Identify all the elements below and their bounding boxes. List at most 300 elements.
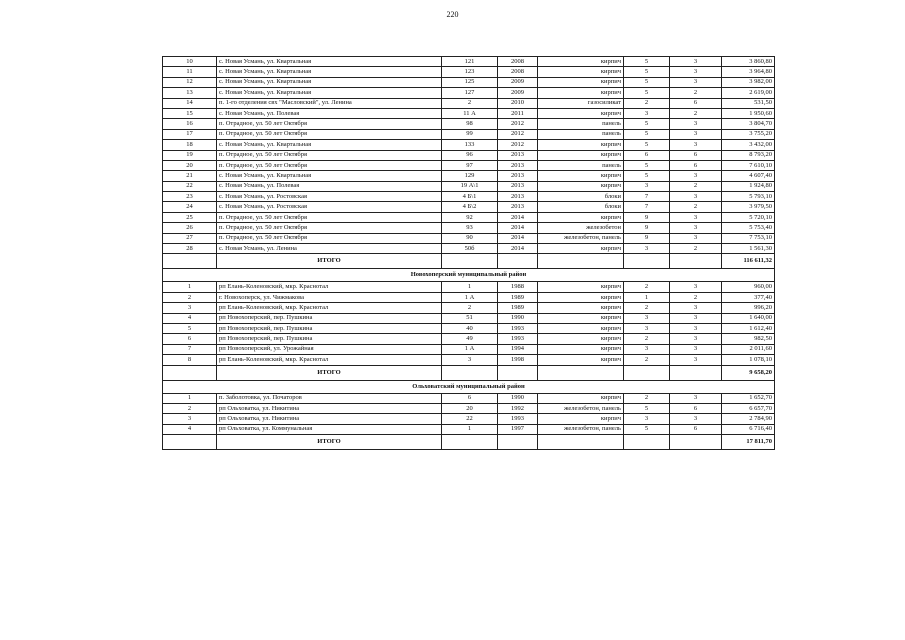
year-cell: 2009	[498, 88, 538, 98]
house-number-cell: 92	[442, 212, 498, 222]
floors-cell: 3	[624, 414, 670, 424]
empty-cell	[163, 365, 217, 380]
material-cell: кирпич	[538, 244, 624, 254]
year-cell: 2008	[498, 67, 538, 77]
row-number: 18	[163, 140, 217, 150]
year-cell: 2012	[498, 119, 538, 129]
row-number: 10	[163, 57, 217, 67]
row-number: 1	[163, 282, 217, 292]
area-cell: 996,20	[722, 303, 775, 313]
floors-cell: 7	[624, 192, 670, 202]
floors-cell: 7	[624, 202, 670, 212]
table-row	[163, 150, 775, 160]
row-number: 1	[163, 393, 217, 403]
section-heading: Ольховатский муниципальный район	[163, 380, 775, 393]
table-row	[163, 57, 775, 67]
table-row	[163, 303, 775, 313]
house-number-cell: 20	[442, 403, 498, 413]
floors-cell: 2	[624, 355, 670, 365]
area-cell: 1 950,60	[722, 108, 775, 118]
year-cell: 1988	[498, 282, 538, 292]
total-label: ИТОГО	[217, 365, 442, 380]
entrances-cell: 2	[670, 292, 722, 302]
house-number-cell: 1 А	[442, 292, 498, 302]
house-number-cell: 2	[442, 303, 498, 313]
area-cell: 3 860,80	[722, 57, 775, 67]
entrances-cell: 3	[670, 129, 722, 139]
address-cell: с. Новая Усмань, ул. Ростовская	[217, 192, 442, 202]
house-number-cell: 51	[442, 313, 498, 323]
table-row	[163, 282, 775, 292]
material-cell: блоки	[538, 192, 624, 202]
table-row	[163, 313, 775, 323]
area-cell: 3 979,50	[722, 202, 775, 212]
address-cell: рп Ольховатка, ул. Никитина	[217, 414, 442, 424]
entrances-cell: 3	[670, 344, 722, 354]
year-cell: 2012	[498, 140, 538, 150]
area-cell: 5 793,10	[722, 192, 775, 202]
empty-cell	[538, 254, 624, 269]
area-cell: 1 640,00	[722, 313, 775, 323]
table-row	[163, 323, 775, 333]
housing-table	[162, 56, 775, 450]
row-number: 23	[163, 192, 217, 202]
address-cell: рп Елань-Коленовский, мкр. Краснотал	[217, 282, 442, 292]
row-number: 5	[163, 323, 217, 333]
material-cell: кирпич	[538, 393, 624, 403]
floors-cell: 6	[624, 150, 670, 160]
row-number: 15	[163, 108, 217, 118]
address-cell: рп Ольховатка, ул. Коммунальная	[217, 424, 442, 434]
house-number-cell: 4 Б\1	[442, 192, 498, 202]
total-value: 9 658,20	[722, 365, 775, 380]
material-cell: кирпич	[538, 67, 624, 77]
empty-cell	[670, 254, 722, 269]
area-cell: 1 652,70	[722, 393, 775, 403]
row-number: 2	[163, 292, 217, 302]
row-number: 8	[163, 355, 217, 365]
material-cell: кирпич	[538, 212, 624, 222]
table-row	[163, 119, 775, 129]
material-cell: кирпич	[538, 355, 624, 365]
empty-cell	[498, 435, 538, 450]
area-cell: 960,00	[722, 282, 775, 292]
floors-cell: 1	[624, 292, 670, 302]
material-cell: панель	[538, 160, 624, 170]
year-cell: 2014	[498, 233, 538, 243]
entrances-cell: 3	[670, 282, 722, 292]
entrances-cell: 2	[670, 88, 722, 98]
row-number: 22	[163, 181, 217, 191]
row-number: 27	[163, 233, 217, 243]
house-number-cell: 125	[442, 77, 498, 87]
total-row	[163, 435, 775, 450]
area-cell: 3 432,00	[722, 140, 775, 150]
material-cell: кирпич	[538, 313, 624, 323]
year-cell: 1997	[498, 424, 538, 434]
address-cell: с. Новая Усмань, ул. Квартальная	[217, 57, 442, 67]
empty-cell	[442, 435, 498, 450]
floors-cell: 5	[624, 57, 670, 67]
entrances-cell: 6	[670, 160, 722, 170]
material-cell: железобетон, панель	[538, 233, 624, 243]
address-cell: п. Отрадное, ул. 50 лет Октября	[217, 212, 442, 222]
address-cell: рп Новохоперский, пер. Пушкина	[217, 334, 442, 344]
material-cell: кирпич	[538, 150, 624, 160]
floors-cell: 2	[624, 282, 670, 292]
empty-cell	[624, 254, 670, 269]
table-row	[163, 88, 775, 98]
empty-cell	[538, 365, 624, 380]
material-cell: кирпич	[538, 292, 624, 302]
row-number: 7	[163, 344, 217, 354]
area-cell: 7 610,10	[722, 160, 775, 170]
floors-cell: 3	[624, 344, 670, 354]
floors-cell: 5	[624, 424, 670, 434]
empty-cell	[670, 365, 722, 380]
address-cell: рп Новохоперский, пер. Пушкина	[217, 313, 442, 323]
area-cell: 377,40	[722, 292, 775, 302]
floors-cell: 3	[624, 244, 670, 254]
empty-cell	[670, 435, 722, 450]
address-cell: п. 1-го отделения свх "Масловский", ул. Ленина	[217, 98, 442, 108]
house-number-cell: 40	[442, 323, 498, 333]
year-cell: 2014	[498, 223, 538, 233]
year-cell: 2010	[498, 98, 538, 108]
table-row	[163, 244, 775, 254]
address-cell: рп Елань-Коленовский, мкр. Краснотал	[217, 355, 442, 365]
material-cell: газосиликат	[538, 98, 624, 108]
house-number-cell: 93	[442, 223, 498, 233]
entrances-cell: 3	[670, 393, 722, 403]
table-row	[163, 233, 775, 243]
row-number: 4	[163, 424, 217, 434]
year-cell: 2014	[498, 212, 538, 222]
row-number: 21	[163, 171, 217, 181]
total-value: 116 611,32	[722, 254, 775, 269]
empty-cell	[498, 254, 538, 269]
total-row	[163, 254, 775, 269]
floors-cell: 5	[624, 129, 670, 139]
house-number-cell: 98	[442, 119, 498, 129]
row-number: 26	[163, 223, 217, 233]
table-row	[163, 424, 775, 434]
address-cell: с. Новая Усмань, ул. Квартальная	[217, 77, 442, 87]
material-cell: кирпич	[538, 334, 624, 344]
floors-cell: 5	[624, 171, 670, 181]
table-row	[163, 334, 775, 344]
material-cell: кирпич	[538, 77, 624, 87]
year-cell: 2012	[498, 129, 538, 139]
entrances-cell: 3	[670, 67, 722, 77]
entrances-cell: 3	[670, 355, 722, 365]
entrances-cell: 3	[670, 313, 722, 323]
row-number: 16	[163, 119, 217, 129]
house-number-cell: 121	[442, 57, 498, 67]
area-cell: 5 720,10	[722, 212, 775, 222]
area-cell: 1 561,30	[722, 244, 775, 254]
house-number-cell: 3	[442, 355, 498, 365]
table-row	[163, 212, 775, 222]
house-number-cell: 99	[442, 129, 498, 139]
empty-cell	[442, 254, 498, 269]
area-cell: 5 753,40	[722, 223, 775, 233]
row-number: 14	[163, 98, 217, 108]
house-number-cell: 129	[442, 171, 498, 181]
address-cell: с. Новая Усмань, ул. Полевая	[217, 181, 442, 191]
row-number: 19	[163, 150, 217, 160]
address-cell: рп Новохоперский, ул. Урожайная	[217, 344, 442, 354]
area-cell: 6 716,40	[722, 424, 775, 434]
address-cell: п. Отрадное, ул. 50 лет Октября	[217, 233, 442, 243]
area-cell: 1 924,80	[722, 181, 775, 191]
section-heading: Новохоперский муниципальный район	[163, 269, 775, 282]
empty-cell	[498, 365, 538, 380]
material-cell: железобетон	[538, 223, 624, 233]
entrances-cell: 2	[670, 181, 722, 191]
total-label: ИТОГО	[217, 254, 442, 269]
floors-cell: 3	[624, 313, 670, 323]
entrances-cell: 2	[670, 202, 722, 212]
material-cell: кирпич	[538, 181, 624, 191]
year-cell: 2008	[498, 57, 538, 67]
table-row	[163, 108, 775, 118]
floors-cell: 5	[624, 88, 670, 98]
area-cell: 3 755,20	[722, 129, 775, 139]
floors-cell: 3	[624, 108, 670, 118]
address-cell: с. Новая Усмань, ул. Квартальная	[217, 171, 442, 181]
entrances-cell: 6	[670, 98, 722, 108]
floors-cell: 5	[624, 160, 670, 170]
year-cell: 2011	[498, 108, 538, 118]
floors-cell: 2	[624, 393, 670, 403]
entrances-cell: 6	[670, 424, 722, 434]
row-number: 13	[163, 88, 217, 98]
year-cell: 2013	[498, 160, 538, 170]
year-cell: 1990	[498, 313, 538, 323]
house-number-cell: 50б	[442, 244, 498, 254]
material-cell: кирпич	[538, 414, 624, 424]
empty-cell	[442, 365, 498, 380]
table-row	[163, 202, 775, 212]
floors-cell: 5	[624, 119, 670, 129]
table-row	[163, 344, 775, 354]
material-cell: панель	[538, 119, 624, 129]
floors-cell: 5	[624, 67, 670, 77]
address-cell: с. Новая Усмань, ул. Квартальная	[217, 67, 442, 77]
section-heading-row	[163, 269, 775, 282]
year-cell: 2013	[498, 192, 538, 202]
table-row	[163, 171, 775, 181]
house-number-cell: 133	[442, 140, 498, 150]
house-number-cell: 97	[442, 160, 498, 170]
year-cell: 1994	[498, 344, 538, 354]
empty-cell	[624, 435, 670, 450]
address-cell: п. Отрадное, ул. 50 лет Октября	[217, 223, 442, 233]
empty-cell	[163, 435, 217, 450]
area-cell: 7 753,10	[722, 233, 775, 243]
table-row	[163, 67, 775, 77]
address-cell: п. Отрадное, ул. 50 лет Октября	[217, 150, 442, 160]
floors-cell: 9	[624, 212, 670, 222]
house-number-cell: 127	[442, 88, 498, 98]
house-number-cell: 2	[442, 98, 498, 108]
table-row	[163, 140, 775, 150]
total-row	[163, 365, 775, 380]
material-cell: кирпич	[538, 108, 624, 118]
table-row	[163, 77, 775, 87]
material-cell: кирпич	[538, 323, 624, 333]
table-row	[163, 192, 775, 202]
entrances-cell: 3	[670, 192, 722, 202]
year-cell: 2009	[498, 77, 538, 87]
table-row	[163, 223, 775, 233]
material-cell: кирпич	[538, 140, 624, 150]
table-row	[163, 403, 775, 413]
address-cell: п. Отрадное, ул. 50 лет Октября	[217, 129, 442, 139]
material-cell: кирпич	[538, 344, 624, 354]
table-row	[163, 129, 775, 139]
row-number: 25	[163, 212, 217, 222]
entrances-cell: 3	[670, 119, 722, 129]
floors-cell: 9	[624, 233, 670, 243]
area-cell: 2 619,00	[722, 88, 775, 98]
house-number-cell: 123	[442, 67, 498, 77]
material-cell: железобетон, панель	[538, 403, 624, 413]
area-cell: 6 657,70	[722, 403, 775, 413]
area-cell: 531,50	[722, 98, 775, 108]
year-cell: 1993	[498, 334, 538, 344]
entrances-cell: 3	[670, 212, 722, 222]
address-cell: п. Отрадное, ул. 50 лет Октября	[217, 160, 442, 170]
address-cell: рп Ольховатка, ул. Никитина	[217, 403, 442, 413]
material-cell: кирпич	[538, 282, 624, 292]
row-number: 28	[163, 244, 217, 254]
entrances-cell: 3	[670, 303, 722, 313]
entrances-cell: 3	[670, 414, 722, 424]
floors-cell: 5	[624, 403, 670, 413]
material-cell: блоки	[538, 202, 624, 212]
floors-cell: 2	[624, 98, 670, 108]
entrances-cell: 2	[670, 244, 722, 254]
section-heading-row	[163, 380, 775, 393]
area-cell: 1 612,40	[722, 323, 775, 333]
area-cell: 3 804,70	[722, 119, 775, 129]
year-cell: 1993	[498, 414, 538, 424]
area-cell: 4 607,40	[722, 171, 775, 181]
address-cell: с. Новая Усмань, ул. Ростовская	[217, 202, 442, 212]
year-cell: 2014	[498, 244, 538, 254]
entrances-cell: 2	[670, 108, 722, 118]
address-cell: г. Новохоперск, ул. Чижмакова	[217, 292, 442, 302]
row-number: 17	[163, 129, 217, 139]
table-row	[163, 393, 775, 403]
row-number: 20	[163, 160, 217, 170]
row-number: 3	[163, 303, 217, 313]
empty-cell	[163, 254, 217, 269]
house-number-cell: 1 А	[442, 344, 498, 354]
material-cell: кирпич	[538, 171, 624, 181]
table-row	[163, 98, 775, 108]
entrances-cell: 3	[670, 77, 722, 87]
material-cell: кирпич	[538, 88, 624, 98]
material-cell: кирпич	[538, 57, 624, 67]
table-row	[163, 414, 775, 424]
address-cell: с. Новая Усмань, ул. Квартальная	[217, 140, 442, 150]
area-cell: 3 964,80	[722, 67, 775, 77]
area-cell: 3 982,00	[722, 77, 775, 87]
house-number-cell: 96	[442, 150, 498, 160]
area-cell: 8 793,20	[722, 150, 775, 160]
year-cell: 2013	[498, 181, 538, 191]
entrances-cell: 6	[670, 150, 722, 160]
entrances-cell: 3	[670, 140, 722, 150]
material-cell: железобетон, панель	[538, 424, 624, 434]
year-cell: 2013	[498, 150, 538, 160]
table-row	[163, 292, 775, 302]
entrances-cell: 3	[670, 223, 722, 233]
floors-cell: 2	[624, 303, 670, 313]
house-number-cell: 6	[442, 393, 498, 403]
house-number-cell: 49	[442, 334, 498, 344]
row-number: 6	[163, 334, 217, 344]
year-cell: 1992	[498, 403, 538, 413]
house-number-cell: 90	[442, 233, 498, 243]
house-number-cell: 4 Б\2	[442, 202, 498, 212]
row-number: 24	[163, 202, 217, 212]
entrances-cell: 3	[670, 57, 722, 67]
floors-cell: 3	[624, 323, 670, 333]
area-cell: 2 011,60	[722, 344, 775, 354]
area-cell: 982,50	[722, 334, 775, 344]
house-number-cell: 1	[442, 282, 498, 292]
address-cell: с. Новая Усмань, ул. Ленина	[217, 244, 442, 254]
year-cell: 2013	[498, 171, 538, 181]
address-cell: рп Новохоперский, пер. Пушкина	[217, 323, 442, 333]
floors-cell: 9	[624, 223, 670, 233]
empty-cell	[624, 365, 670, 380]
row-number: 12	[163, 77, 217, 87]
entrances-cell: 3	[670, 171, 722, 181]
year-cell: 1989	[498, 303, 538, 313]
row-number: 4	[163, 313, 217, 323]
page-number: 220	[446, 10, 459, 19]
floors-cell: 2	[624, 334, 670, 344]
table-row	[163, 160, 775, 170]
row-number: 3	[163, 414, 217, 424]
area-cell: 1 078,10	[722, 355, 775, 365]
address-cell: с. Новая Усмань, ул. Квартальная	[217, 88, 442, 98]
floors-cell: 3	[624, 181, 670, 191]
address-cell: п. Отрадное, ул. 50 лет Октября	[217, 119, 442, 129]
material-cell: панель	[538, 129, 624, 139]
address-cell: с. Новая Усмань, ул. Полевая	[217, 108, 442, 118]
entrances-cell: 3	[670, 323, 722, 333]
house-number-cell: 1	[442, 424, 498, 434]
total-label: ИТОГО	[217, 435, 442, 450]
year-cell: 1993	[498, 323, 538, 333]
address-cell: п. Заболотовка, ул. Початоров	[217, 393, 442, 403]
area-cell: 2 784,90	[722, 414, 775, 424]
row-number: 2	[163, 403, 217, 413]
material-cell: кирпич	[538, 303, 624, 313]
table-row	[163, 355, 775, 365]
floors-cell: 5	[624, 77, 670, 87]
address-cell: рп Елань-Коленовский, мкр. Краснотал	[217, 303, 442, 313]
entrances-cell: 3	[670, 334, 722, 344]
year-cell: 2013	[498, 202, 538, 212]
total-value: 17 811,70	[722, 435, 775, 450]
